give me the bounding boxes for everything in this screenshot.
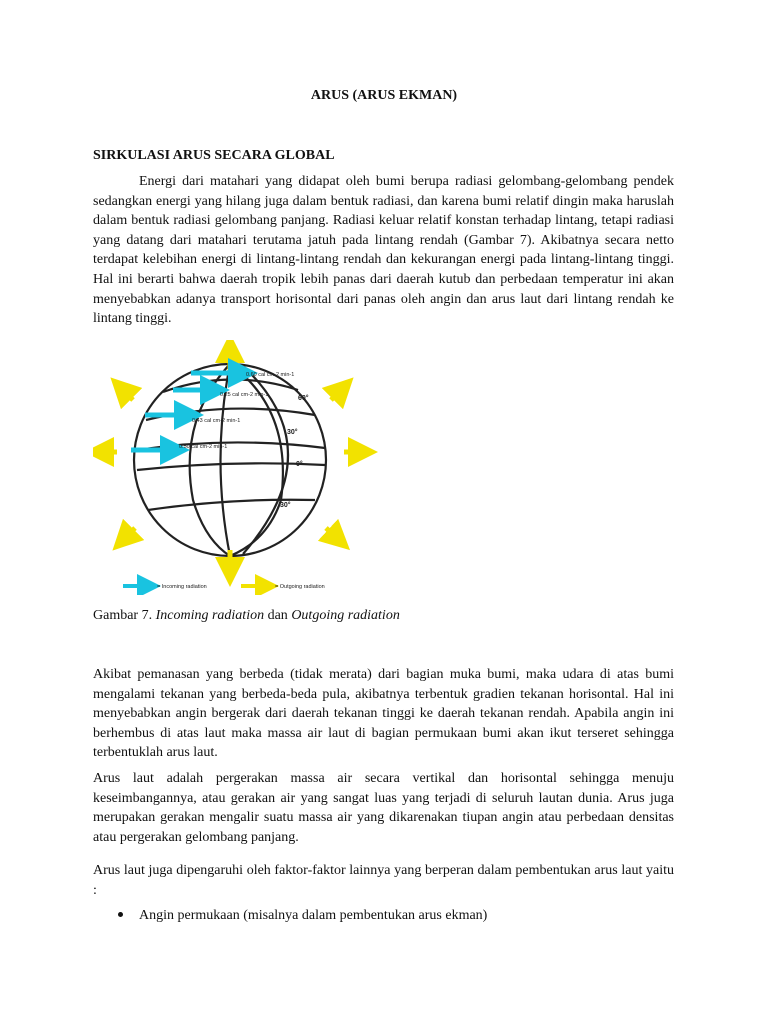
radiation-label: 0.60 cal cm-2 min-1: [246, 372, 295, 378]
globe-diagram: [93, 340, 423, 595]
radiation-label: 0.43 cal cm-2 min-1: [192, 418, 241, 424]
caption-join: dan: [264, 608, 292, 623]
caption-term-outgoing: Outgoing radiation: [291, 608, 400, 623]
figure-globe-radiation: [93, 340, 423, 595]
legend-outgoing: = Outgoing radiation: [275, 584, 325, 590]
paragraph-3: Arus laut adalah pergerakan massa air secara vertikal dan horisontal sehingga menuju keseimbangannya, atau gerakan air yang sangat luas yang terjadi di seluruh lautan dunia. Arus juga merupakan gerakan mengalir suatu massa air yang dikarenakan tiupan angin atau perbedaan densitas atau pergerakan gelombang panjang.: [93, 771, 674, 845]
latitude-label: 30°: [287, 429, 298, 436]
paragraph-2: Akibat pemanasan yang berbeda (tidak merata) dari bagian muka bumi, maka udara di atas bumi mengalami tekanan yang berbeda-beda pula, akibatnya terbentuk gradien tekanan horisontal. Hal ini menyebabkan angin bergerak dari daerah tekanan tinggi ke daerah tekanan rendah. Apabila angin ini berhembus di atas laut maka massa air laut di bagian permukaan bumi akan ikut terseret sehingga terbentuklah arus laut.: [93, 667, 674, 761]
caption-term-incoming: Incoming radiation: [155, 608, 265, 623]
section-heading: SIRKULASI ARUS SECARA GLOBAL: [93, 148, 335, 163]
radiation-label: 0.50 cal cm-2 min-1: [179, 444, 228, 450]
outgoing-arrows: [99, 348, 363, 572]
document-title: ARUS (ARUS EKMAN): [310, 88, 458, 103]
bullet-item: [118, 908, 487, 924]
paragraph-1: Energi dari matahari yang didapat oleh bumi berupa radiasi gelombang-gelombang pendek sedangkan energi yang hilang juga dalam bentuk radiasi, dan karena bumi relatif dingin maka haruslah dalam bentuk radiasi gelombang panjang. Radiasi keluar relatif konstan terhadap lintang, tetapi radiasi yang datang dari matahari terutama jatuh pada lintang rendah (Gambar 7). Akibatnya secara netto terdapat kelebihan energi di lintang-lintang rendah dan kekurangan energi pada lintang-lintang tinggi. Hal ini berarti bahwa daerah tropik lebih panas dari daerah kutub dan perbedaan temperatur ini akan menyebabkan adanya transport horisontal dari panas oleh angin dan arus laut dari lintang rendah ke lintang tinggi.: [93, 174, 674, 327]
legend-incoming: = Incoming radiation: [157, 584, 207, 590]
bullet-text: Angin permukaan (misalnya dalam pembentukan arus ekman): [139, 908, 488, 923]
figure-legend: [123, 584, 325, 590]
latitude-label: 60°: [298, 395, 309, 402]
radiation-label: 0.25 cal cm-2 min-1: [220, 392, 269, 398]
bullet-dot-icon: [118, 912, 123, 917]
paragraph-4: Arus laut juga dipengaruhi oleh faktor-faktor lainnya yang berperan dalam pembentukan arus laut yaitu :: [93, 863, 674, 898]
latitude-label: 0°: [296, 461, 303, 468]
caption-prefix: Gambar 7.: [93, 608, 156, 623]
latitude-label: 30°: [280, 502, 291, 509]
figure-caption: [93, 608, 400, 624]
